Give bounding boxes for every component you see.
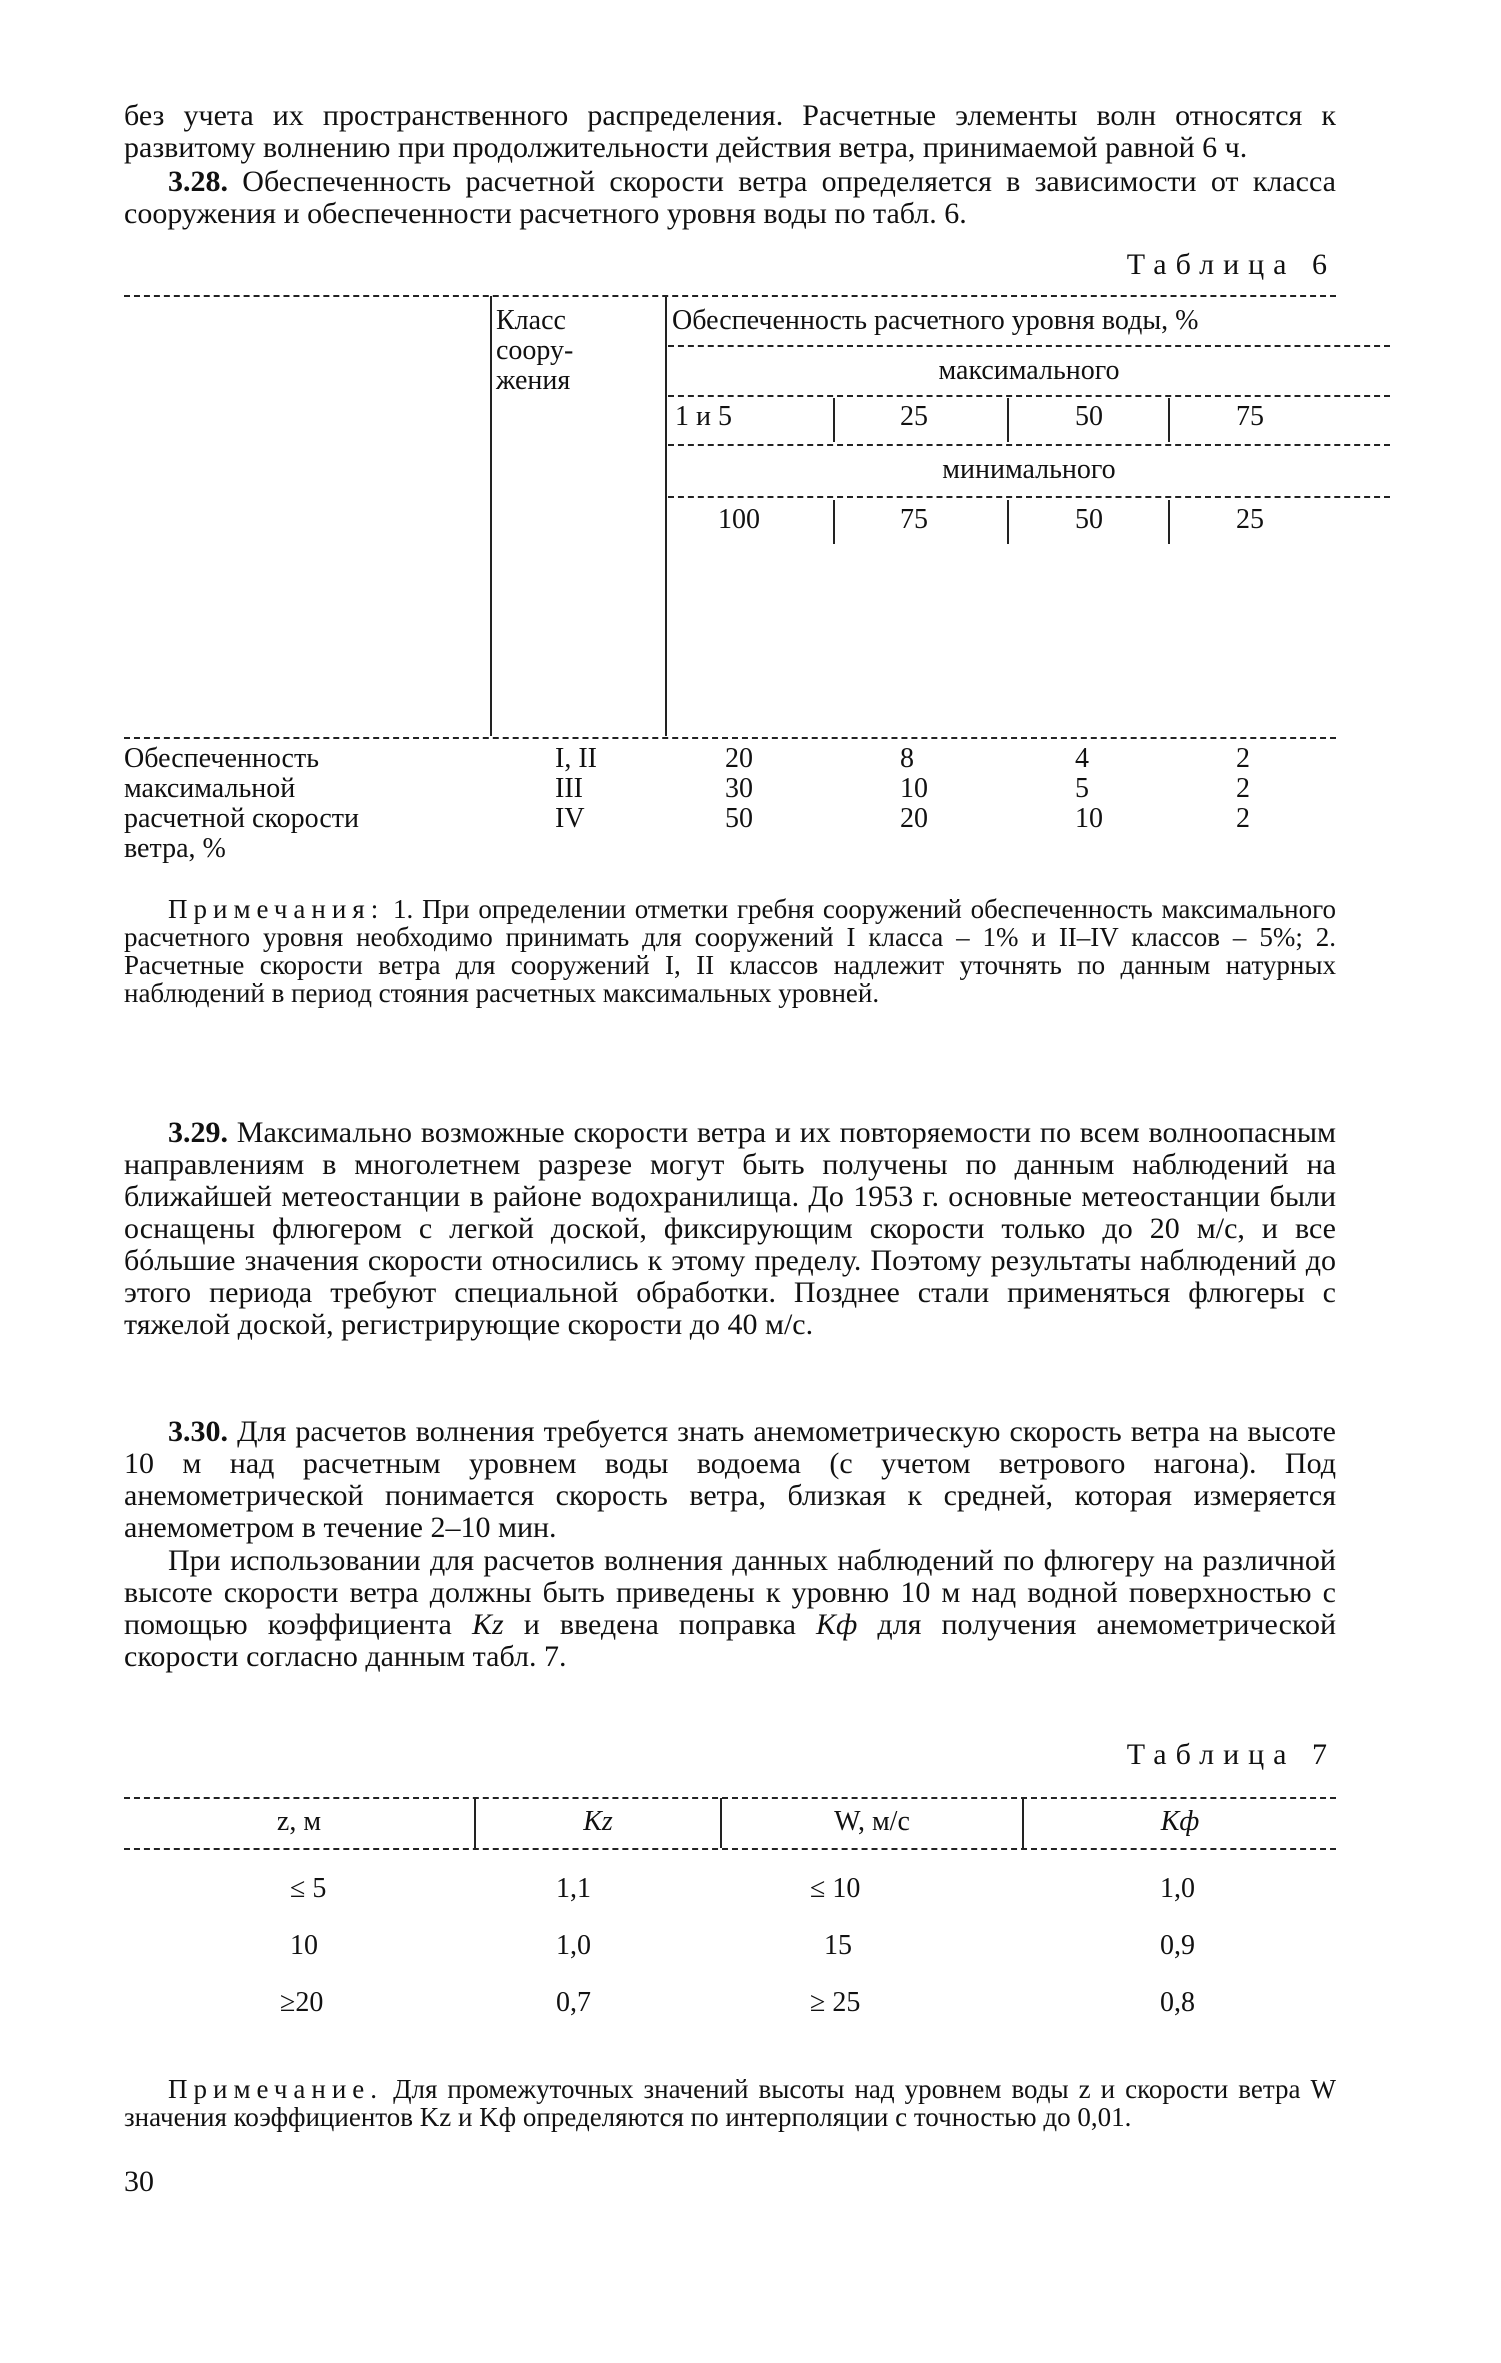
table-6-caption: Таблица 6 <box>1126 248 1336 281</box>
table-7-cell: 1,0 <box>556 1930 591 1961</box>
class-value: I, II <box>555 743 597 774</box>
table-7-header: z, м <box>276 1806 322 1837</box>
data-column <box>725 744 753 834</box>
table-7-header: Kф <box>1160 1806 1200 1837</box>
min-value: 50 <box>1075 504 1103 535</box>
max-level-label: максимального <box>938 355 1120 386</box>
table-7-cell: 0,9 <box>1160 1930 1195 1961</box>
data-column <box>900 744 928 834</box>
paragraph-3-30-text: Для расчетов волнения требуется знать анемометрическую скорость ветра на высоте 10 м над расчетным уровнем воды водоема (с учетом ветрового нагона). Под анемометрической понимается скорость ветра, близкая к средней, которая измеряется анемометром в течение 2–10 мин. <box>124 1415 1336 1544</box>
paragraph-3-28-text: Обеспеченность расчетной скорости ветра определяется в зависимости от класса сооружения и обеспеченности расчетного уровня воды по табл. 6. <box>124 165 1336 230</box>
row-label-line: расчетной скорости <box>124 803 359 834</box>
paragraph-3-28 <box>124 166 1336 230</box>
paragraph-3-29-text: Максимально возможные скорости ветра и их повторяемости по всем волноопасным направлениям в многолетнем разрезе могут быть получены по данным наблюдений на ближайшей метеостанции в районе водохранилища. До 1953 г. основные метеостанции были оснащены флюгером с легкой доской, фиксирующим скорости только до 20 м/с, и все бóльшие значения скорости относились к этому пределу. Поэтому результаты наблюдений до этого периода требуют специальной обработки. Позднее стали применяться флюгеры с тяжелой доской, регистрирующие скорости до 40 м/с. <box>124 1116 1336 1341</box>
paragraph-3-30-number: 3.30. <box>168 1415 228 1448</box>
paragraph-3-30 <box>124 1416 1336 1544</box>
table-6-notes <box>124 895 1336 1007</box>
paragraph-3-29-number: 3.29. <box>168 1116 228 1149</box>
min-level-label: минимального <box>942 454 1116 485</box>
table-7-cell: 15 <box>824 1930 852 1961</box>
kz-symbol: Kz <box>471 1608 504 1641</box>
table-7-cell: 1,1 <box>556 1873 591 1904</box>
row-label-line: Обеспеченность <box>124 743 319 774</box>
class-value: III <box>555 773 583 804</box>
kf-symbol: Kф <box>816 1608 858 1641</box>
table-7-cell: ≤ 10 <box>810 1873 861 1904</box>
max-value: 75 <box>1236 401 1264 432</box>
table-7-cell: ≤ 5 <box>290 1873 327 1904</box>
data-cell: 2 <box>1236 743 1250 774</box>
note-text: Для промежуточных значений высоты над уровнем воды z и скорости ветра W значения коэффициентов Kz и Kф определяются по интерполяции с точностью до 0,01. <box>124 2074 1336 2132</box>
table-7-cell: ≥20 <box>280 1987 324 2018</box>
data-column <box>1075 744 1103 834</box>
table-7-caption: Таблица 7 <box>1126 1738 1336 1771</box>
class-value: IV <box>555 803 585 834</box>
data-cell: 5 <box>1075 773 1089 804</box>
row-label-line: ветра, % <box>124 833 226 864</box>
data-cell: 4 <box>1075 743 1089 774</box>
data-cell: 8 <box>900 743 914 774</box>
table-7-cell: 0,7 <box>556 1987 591 2018</box>
class-values <box>555 744 597 834</box>
class-header-line: Класс <box>496 305 566 336</box>
table-7-cell: 1,0 <box>1160 1873 1195 1904</box>
data-cell: 10 <box>1075 803 1103 834</box>
table-7-header: Kz <box>583 1806 613 1837</box>
usage-text: и введена поправка <box>503 1608 817 1641</box>
min-value: 75 <box>900 504 928 535</box>
data-cell: 2 <box>1236 773 1250 804</box>
usage-text: для получения анемометрической скорости согласно данным табл. 7. <box>124 1608 1337 1673</box>
max-value: 1 и 5 <box>675 401 732 432</box>
table-7-header: W, м/с <box>834 1806 910 1837</box>
max-value: 50 <box>1075 401 1103 432</box>
table-7-cell: 0,8 <box>1160 1987 1195 2018</box>
paragraph-anemometer <box>124 1545 1336 1673</box>
intro-paragraph: без учета их пространственного распределения. Расчетные элементы волн относятся к развитому волнению при продолжительности действия ветра, принимаемой равной 6 ч. <box>124 99 1336 164</box>
data-column <box>1236 744 1250 834</box>
row-label-line: максимальной <box>124 773 296 804</box>
min-value: 25 <box>1236 504 1264 535</box>
class-header-line: соору- <box>496 335 574 366</box>
notes-text: 1. При определении отметки гребня сооружений обеспеченность максимального расчетного уровня необходимо принимать для сооружений I класса – 1% и II–IV классов – 5%; 2. Расчетные скорости ветра для сооружений I, II классов надлежит уточнять по данным натурных наблюдений в период стояния расчетных максимальных уровней. <box>124 894 1336 1008</box>
data-cell: 50 <box>725 803 753 834</box>
page-number: 30 <box>124 2165 154 2198</box>
provision-header: Обеспеченность расчетного уровня воды, % <box>672 305 1199 336</box>
data-cell: 20 <box>725 743 753 774</box>
notes-label: Примечания: <box>168 894 385 924</box>
paragraph-3-28-number: 3.28. <box>168 165 228 198</box>
table-7-note <box>124 2075 1336 2131</box>
row-label <box>124 744 359 864</box>
usage-text: При использовании для расчетов волнения данных наблюдений по флюгеру на различной высоте скорости ветра должны быть приведены к уровню 10 м над водной поверхностью с помощью коэффициента <box>124 1544 1336 1641</box>
class-header-line: жения <box>496 365 571 396</box>
note-label: Примечание. <box>168 2074 384 2104</box>
class-header <box>496 306 573 396</box>
max-value: 25 <box>900 401 928 432</box>
table-7-cell: ≥ 25 <box>810 1987 861 2018</box>
table-7-cell: 10 <box>290 1930 318 1961</box>
min-value: 100 <box>718 504 760 535</box>
data-cell: 10 <box>900 773 928 804</box>
data-cell: 30 <box>725 773 753 804</box>
paragraph-3-29 <box>124 1117 1336 1341</box>
data-cell: 20 <box>900 803 928 834</box>
data-cell: 2 <box>1236 803 1250 834</box>
